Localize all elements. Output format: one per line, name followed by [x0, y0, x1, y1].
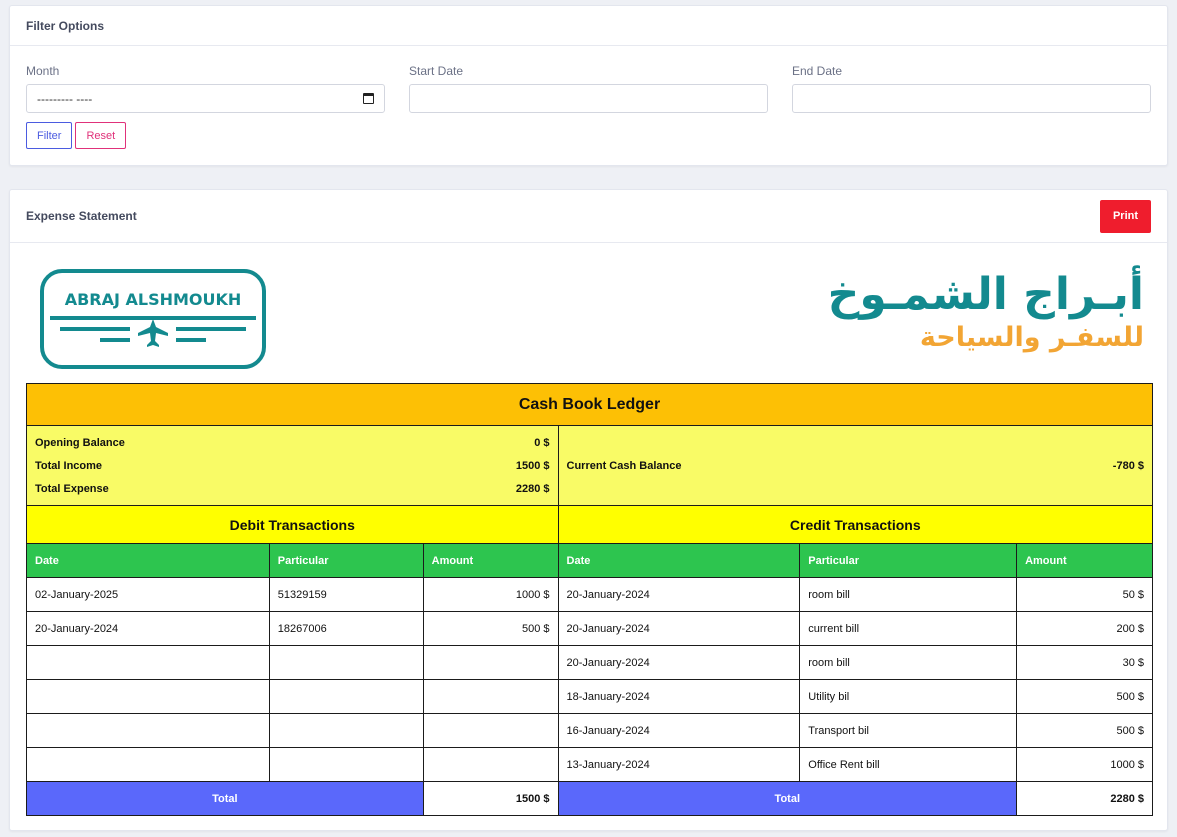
- start-date-field-group: [409, 64, 768, 113]
- credit-date-cell: 20-January-2024: [558, 578, 800, 612]
- filter-button[interactable]: Filter: [26, 122, 72, 149]
- totals-row: [27, 782, 1153, 816]
- end-date-input[interactable]: [792, 84, 1151, 113]
- ledger-summary-row: [27, 426, 1153, 506]
- total-income-line: [27, 454, 558, 477]
- month-input[interactable]: [26, 84, 385, 113]
- table-row: [27, 680, 1153, 714]
- total-expense-label: Total Expense: [35, 482, 109, 495]
- debit-amount-cell: [423, 680, 558, 714]
- arabic-logo-sub: للسفـر والسياحة: [919, 322, 1144, 353]
- ledger-summary-right: [558, 426, 1152, 506]
- debit-particular-header: Particular: [269, 544, 423, 578]
- credit-amount-header: Amount: [1017, 544, 1153, 578]
- filter-card-title: Filter Options: [26, 18, 104, 33]
- abraj-alshmoukh-logo: [40, 269, 266, 374]
- table-row: [27, 612, 1153, 646]
- credit-particular-cell: Utility bil: [800, 680, 1017, 714]
- filter-body: [10, 46, 1167, 149]
- reset-button[interactable]: Reset: [75, 122, 126, 149]
- print-button[interactable]: Print: [1100, 200, 1151, 233]
- filter-buttons: [26, 122, 1151, 149]
- credit-amount-cell: 1000 $: [1017, 748, 1153, 782]
- credit-particular-cell: Office Rent bill: [800, 748, 1017, 782]
- statement-card-title: Expense Statement: [26, 209, 137, 223]
- ledger-title: Cash Book Ledger: [27, 384, 1153, 426]
- debit-particular-cell: [269, 646, 423, 680]
- debit-particular-cell: 18267006: [269, 612, 423, 646]
- debit-date-cell: [27, 680, 270, 714]
- arabic-logo-main: أبـراج الشمـوخ: [827, 269, 1144, 320]
- debit-amount-cell: 500 $: [423, 612, 558, 646]
- table-row: [27, 748, 1153, 782]
- debit-date-cell: [27, 646, 270, 680]
- debit-particular-cell: [269, 680, 423, 714]
- credit-amount-cell: 50 $: [1017, 578, 1153, 612]
- table-row: [27, 714, 1153, 748]
- credit-amount-cell: 30 $: [1017, 646, 1153, 680]
- current-balance-label: Current Cash Balance: [566, 459, 682, 472]
- ledger-column-headers: [27, 544, 1153, 578]
- debit-total-value: 1500 $: [423, 782, 558, 816]
- credit-date-header: Date: [558, 544, 800, 578]
- debit-date-cell: 02-January-2025: [27, 578, 270, 612]
- credit-particular-cell: current bill: [800, 612, 1017, 646]
- debit-date-cell: 20-January-2024: [27, 612, 270, 646]
- credit-amount-cell: 500 $: [1017, 714, 1153, 748]
- total-income-label: Total Income: [35, 459, 103, 472]
- filter-options-card: [9, 5, 1168, 166]
- debit-particular-cell: [269, 714, 423, 748]
- credit-amount-cell: 200 $: [1017, 612, 1153, 646]
- debit-particular-cell: [269, 748, 423, 782]
- cash-book-ledger-table: [26, 383, 1153, 816]
- arabic-logo: [828, 269, 1144, 355]
- ledger-summary-left: [27, 426, 559, 506]
- credit-date-cell: 20-January-2024: [558, 646, 800, 680]
- logo-left-text: ABRAJ ALSHMOUKH: [64, 290, 242, 309]
- credit-date-cell: 13-January-2024: [558, 748, 800, 782]
- logos-area: [26, 255, 1152, 375]
- debit-amount-header: Amount: [423, 544, 558, 578]
- total-expense-value: 2280 $: [515, 482, 550, 495]
- expense-statement-card: [9, 189, 1168, 831]
- end-date-field-group: [792, 64, 1151, 113]
- debit-date-header: Date: [27, 544, 270, 578]
- credit-date-cell: 18-January-2024: [558, 680, 800, 714]
- filter-fields-row: [26, 64, 1151, 113]
- month-input-value: --------- ----: [37, 91, 93, 106]
- total-expense-line: [27, 477, 558, 500]
- current-balance-value: -780 $: [1112, 459, 1144, 472]
- credit-date-cell: 20-January-2024: [558, 612, 800, 646]
- debit-amount-cell: [423, 748, 558, 782]
- debit-transactions-heading: Debit Transactions: [27, 506, 559, 544]
- debit-date-cell: [27, 748, 270, 782]
- statement-card-header: [10, 190, 1167, 243]
- opening-balance-line: [27, 431, 558, 454]
- total-income-value: 1500 $: [515, 459, 550, 472]
- opening-balance-label: Opening Balance: [35, 436, 125, 449]
- debit-amount-cell: [423, 714, 558, 748]
- credit-date-cell: 16-January-2024: [558, 714, 800, 748]
- start-date-input[interactable]: [409, 84, 768, 113]
- credit-particular-header: Particular: [800, 544, 1017, 578]
- end-date-label: End Date: [792, 64, 843, 78]
- month-label: Month: [26, 64, 60, 78]
- debit-amount-cell: [423, 646, 558, 680]
- table-row: [27, 646, 1153, 680]
- credit-total-label: Total: [558, 782, 1017, 816]
- debit-date-cell: [27, 714, 270, 748]
- filter-card-header: [10, 6, 1167, 46]
- airplane-logo-icon: [40, 269, 266, 369]
- credit-total-value: 2280 $: [1017, 782, 1153, 816]
- opening-balance-value: 0 $: [534, 436, 550, 449]
- debit-particular-cell: 51329159: [269, 578, 423, 612]
- debit-total-label: Total: [27, 782, 424, 816]
- credit-amount-cell: 500 $: [1017, 680, 1153, 714]
- month-field-group: [26, 64, 385, 113]
- credit-particular-cell: room bill: [800, 646, 1017, 680]
- credit-transactions-heading: Credit Transactions: [558, 506, 1152, 544]
- start-date-label: Start Date: [409, 64, 464, 78]
- credit-particular-cell: Transport bil: [800, 714, 1017, 748]
- calendar-icon[interactable]: [363, 93, 374, 104]
- debit-amount-cell: 1000 $: [423, 578, 558, 612]
- credit-particular-cell: room bill: [800, 578, 1017, 612]
- table-row: [27, 578, 1153, 612]
- current-balance-line: [559, 454, 1152, 477]
